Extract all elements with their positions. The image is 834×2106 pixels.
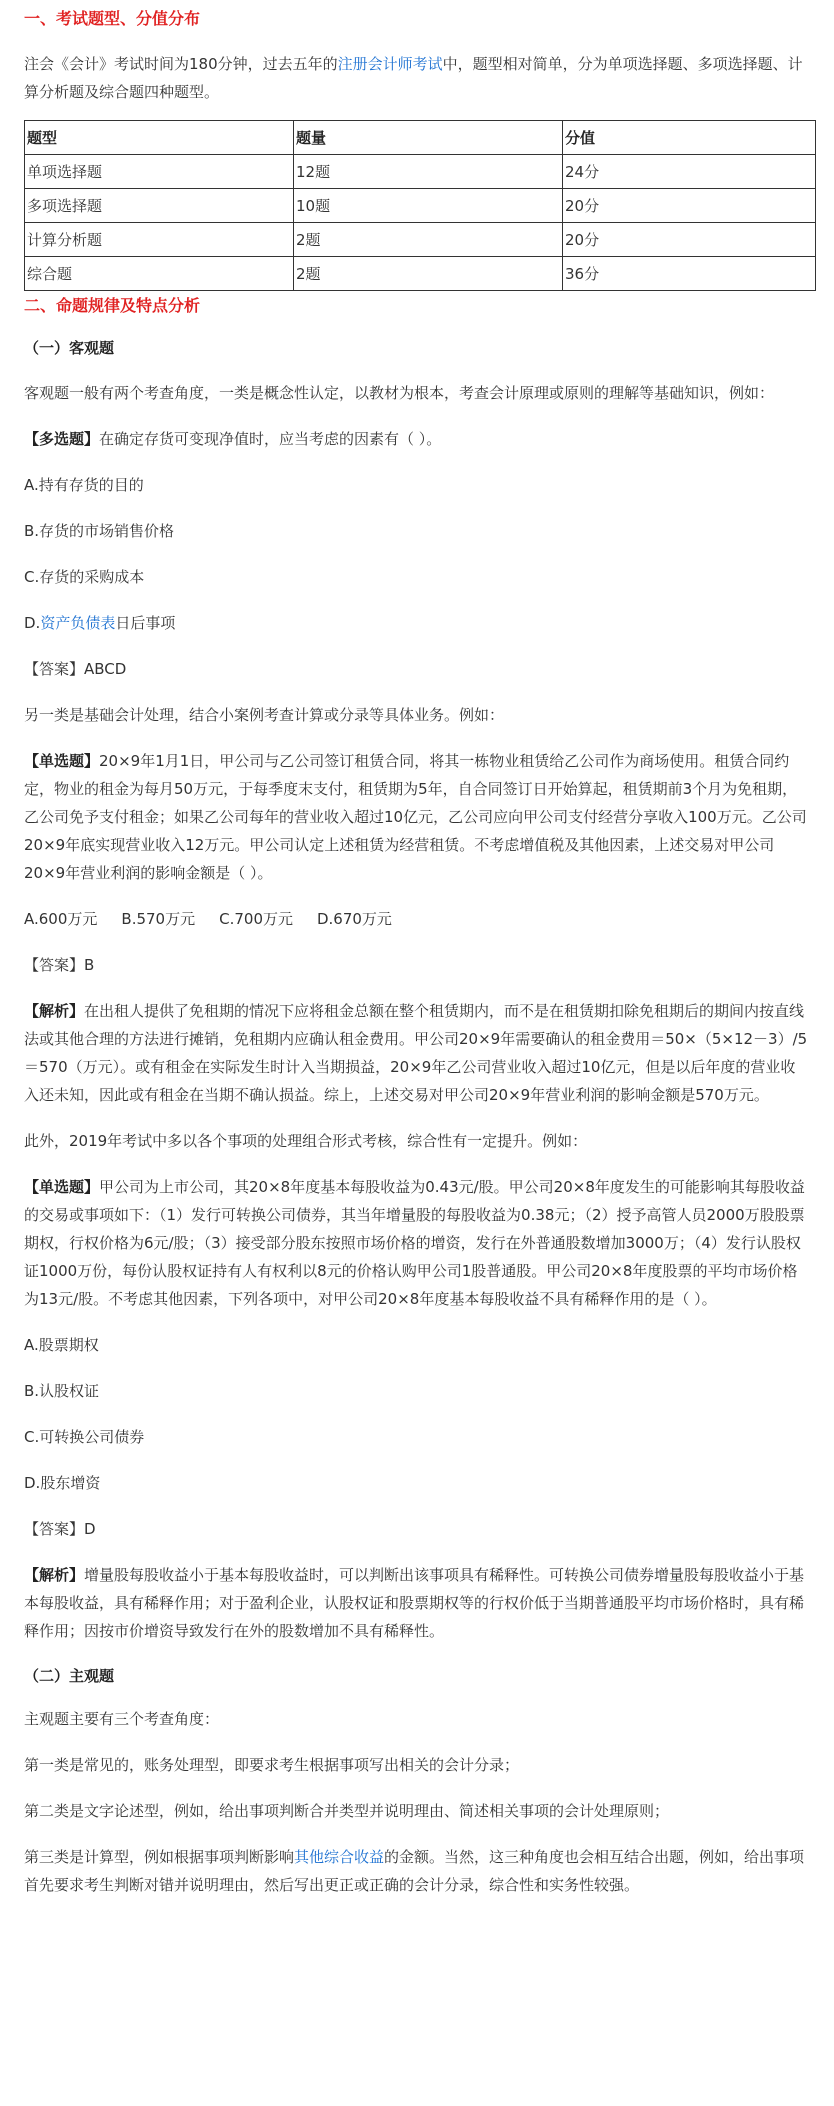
table-row bbox=[25, 155, 816, 189]
objective-intro: 客观题一般有两个考查角度，一类是概念性认定，以教材为根本，考查会计原理或原则的理解等基础知识，例如： bbox=[24, 384, 775, 402]
q3-option-b: B.认股权证 bbox=[24, 1382, 100, 1400]
q3-analysis bbox=[24, 1561, 810, 1645]
q3-stem bbox=[24, 1173, 810, 1313]
q2-option: D.670万元 bbox=[316, 910, 392, 928]
q1-answer: 【答案】ABCD bbox=[24, 660, 127, 678]
objective-intro3: 此外，2019年考试中多以各个事项的处理组合形式考核，综合性有一定提升。例如： bbox=[24, 1132, 588, 1150]
q1-tag: 【多选题】 bbox=[24, 430, 100, 448]
cpa-exam-link[interactable]: 注册会计师考试 bbox=[337, 55, 443, 73]
intro-text-a: 注会《会计》考试时间为180分钟，过去五年的 bbox=[24, 55, 338, 73]
q3-analysis-text: 增量股每股收益小于基本每股收益时，可以判断出该事项具有稀释性。可转换公司债券增量股每股收益小于基本每股收益，具有稀释作用；对于盈利企业，认股权证和股票期权等的行权价低于当期普通股平均市场价格时，具有稀释作用；因按市价增资导致发行在外的股数增加不具有稀释性。 bbox=[24, 1566, 805, 1640]
table-cell: 12题 bbox=[294, 155, 563, 189]
q1-option-d bbox=[24, 609, 810, 637]
q3-option-a: A.股票期权 bbox=[24, 1336, 99, 1354]
table-cell: 多项选择题 bbox=[25, 189, 294, 223]
q2-option: C.700万元 bbox=[219, 910, 293, 928]
q3-option-c: C.可转换公司债券 bbox=[24, 1428, 145, 1446]
table-header: 题型 bbox=[25, 121, 294, 155]
section1-heading: 一、考试题型、分值分布 bbox=[24, 9, 201, 28]
q2-answer: 【答案】B bbox=[24, 956, 95, 974]
subjective-type2: 第二类是文字论述型，例如，给出事项判断合并类型并说明理由、简述相关事项的会计处理原则； bbox=[24, 1802, 670, 1820]
intro-text-b: 中，题型相对简单，分为单项选择题、多项选择题、计算分析题及综合题四种题型。 bbox=[24, 55, 803, 101]
section1-intro bbox=[24, 50, 810, 106]
table-cell: 2题 bbox=[294, 257, 563, 291]
table-cell: 10题 bbox=[294, 189, 563, 223]
q3-tag: 【单选题】 bbox=[24, 1178, 100, 1196]
table-cell: 单项选择题 bbox=[25, 155, 294, 189]
table-row bbox=[25, 223, 816, 257]
q3-text: 甲公司为上市公司，其20×8年度基本每股收益为0.43元/股。甲公司20×8年度发生的可能影响其每股收益的交易或事项如下：（1）发行可转换公司债券，其当年增量股的每股收益为0.38元；（2）授予高管人员2000万股股票期权，行权价格为6元/股；（3）接受部分股东按照市场价格的增资，发行在外普通股数增加3000万；（4）发行认股权证1000万份，每份认股权证持有人有权利以8元的价格认购甲公司1股普通股。甲公司20×8年度股票的平均市场价格为13元/股。不考虑其他因素，下列各项中，对甲公司20×8年度基本每股收益不具有稀释作用的是（ ）。 bbox=[24, 1178, 805, 1308]
balance-sheet-link[interactable]: 资产负债表 bbox=[40, 614, 116, 632]
q2-tag: 【单选题】 bbox=[24, 752, 100, 770]
table-cell: 综合题 bbox=[25, 257, 294, 291]
q1-option-d-prefix: D. bbox=[24, 614, 41, 632]
subjective-type1: 第一类是常见的，账务处理型，即要求考生根据事项写出相关的会计分录； bbox=[24, 1756, 520, 1774]
q1-option-b: B.存货的市场销售价格 bbox=[24, 522, 175, 540]
q1-stem bbox=[24, 425, 810, 453]
table-cell: 计算分析题 bbox=[25, 223, 294, 257]
q1-text: 在确定存货可变现净值时，应当考虑的因素有（ ）。 bbox=[99, 430, 442, 448]
oci-link[interactable]: 其他综合收益 bbox=[294, 1848, 385, 1866]
q2-analysis-tag: 【解析】 bbox=[24, 1002, 85, 1020]
table-cell: 20分 bbox=[563, 223, 816, 257]
table-cell: 36分 bbox=[563, 257, 816, 291]
q2-analysis bbox=[24, 997, 810, 1109]
q1-option-c: C.存货的采购成本 bbox=[24, 568, 145, 586]
subjective-heading: （二）主观题 bbox=[24, 1667, 115, 1685]
q3-option-d: D.股东增资 bbox=[24, 1474, 101, 1492]
q2-text: 20×9年1月1日，甲公司与乙公司签订租赁合同，将其一栋物业租赁给乙公司作为商场使用。租赁合同约定，物业的租金为每月50万元，于每季度末支付，租赁期为5年，自合同签订日开始算起，租赁期前3个月为免租期，乙公司免予支付租金；如果乙公司每年的营业收入超过10亿元，乙公司应向甲公司支付经营分享收入100万元。乙公司20×9年底实现营业收入12万元。甲公司认定上述租赁为经营租赁。不考虑增值税及其他因素，上述交易对甲公司20×9年营业利润的影响金额是（ ）。 bbox=[24, 752, 807, 882]
subjective-type3 bbox=[24, 1843, 810, 1899]
q2-stem bbox=[24, 747, 810, 887]
q2-option: A.600万元 bbox=[24, 910, 98, 928]
q3-analysis-tag: 【解析】 bbox=[24, 1566, 85, 1584]
type3-text-a: 第三类是计算型，例如根据事项判断影响 bbox=[24, 1848, 295, 1866]
q3-answer: 【答案】D bbox=[24, 1520, 96, 1538]
table-cell: 2题 bbox=[294, 223, 563, 257]
type3-text-b: 的金额。当然，这三种角度也会相互结合出题，例如，给出事项首先要求考生判断对错并说明理由，然后写出更正或正确的会计分录，综合性和实务性较强。 bbox=[24, 1848, 805, 1894]
table-row bbox=[25, 257, 816, 291]
objective-intro2: 另一类是基础会计处理，结合小案例考查计算或分录等具体业务。例如： bbox=[24, 706, 505, 724]
table-header: 分值 bbox=[563, 121, 816, 155]
question-type-table bbox=[24, 120, 816, 291]
table-cell: 20分 bbox=[563, 189, 816, 223]
objective-heading: （一）客观题 bbox=[24, 339, 115, 357]
table-cell: 24分 bbox=[563, 155, 816, 189]
q2-option: B.570万元 bbox=[121, 910, 196, 928]
table-row bbox=[25, 189, 816, 223]
subjective-intro: 主观题主要有三个考查角度： bbox=[24, 1710, 220, 1728]
q1-option-a: A.持有存货的目的 bbox=[24, 476, 144, 494]
q1-option-d-suffix: 日后事项 bbox=[115, 614, 176, 632]
q2-options bbox=[24, 905, 810, 933]
table-header: 题量 bbox=[294, 121, 563, 155]
q2-analysis-text: 在出租人提供了免租期的情况下应将租金总额在整个租赁期内，而不是在租赁期扣除免租期后的期间内按直线法或其他合理的方法进行摊销，免租期内应确认租金费用。甲公司20×9年需要确认的租金费用＝50×（5×12－3）/5＝570（万元）。或有租金在实际发生时计入当期损益，20×9年乙公司营业收入超过10亿元，但是以后年度的营业收入还未知，因此或有租金在当期不确认损益。综上，上述交易对甲公司20×9年营业利润的影响金额是570万元。 bbox=[24, 1002, 808, 1104]
section2-heading: 二、命题规律及特点分析 bbox=[24, 296, 201, 315]
table-header-row bbox=[25, 121, 816, 155]
